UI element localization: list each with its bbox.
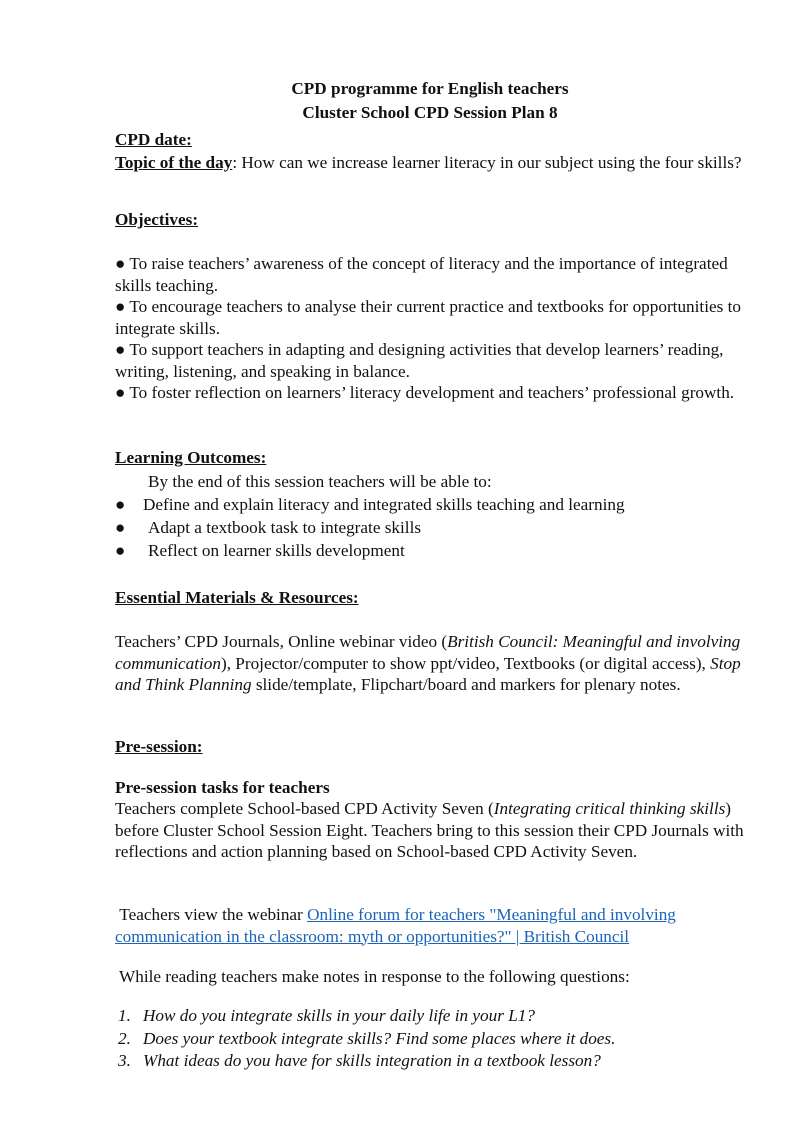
- title-line-2: Cluster School CPD Session Plan 8: [302, 103, 558, 122]
- pre-session-tasks-heading: Pre-session tasks for teachers: [115, 778, 330, 797]
- title-line-1: CPD programme for English teachers: [291, 79, 569, 98]
- learning-outcomes-heading: Learning Outcomes:: [115, 448, 267, 467]
- bullet-icon: ●: [115, 495, 126, 514]
- pre-session-heading: Pre-session:: [115, 737, 203, 756]
- cpd-date-label: CPD date:: [115, 130, 192, 149]
- materials-heading: Essential Materials & Resources:: [115, 588, 359, 607]
- objective-item: ● To foster reflection on learners’ literacy development and teachers’ professional growth.: [115, 383, 735, 402]
- webinar-paragraph: Teachers view the webinar Online forum for teachers "Meaningful and involving communication in the classroom: myth or opportunities?" | British Council: [115, 905, 676, 946]
- pre-session-tasks-paragraph: Teachers complete School-based CPD Activity Seven (Integrating critical thinking skills) before Cluster School Session Eight. Teachers bring to this session their CPD Journals with reflections and action planning based on School-based CPD Activity Seven.: [115, 799, 744, 861]
- topic-paragraph: [115, 152, 745, 174]
- objectives-list: [115, 253, 745, 404]
- learning-outcomes-intro: By the end of this session teachers will be able to:: [148, 472, 492, 491]
- question-item: 3. What ideas do you have for skills integration in a textbook lesson?: [118, 1051, 601, 1070]
- document-page: CPD programme for English teachers Cluster School CPD Session Plan 8 CPD date: Topic of the day: How can we increase learner literacy in our subject using the four skills? Objectives: ● To raise teachers’ awareness of the concept of literacy and the importance of integrated skills teaching. ● To encourage teachers to analyse their current practice and textbooks for opportunities to integrate skills. ● To support teachers in adapting and designing activities that develop learners’ reading, writing, listening, and speaking in balance. ● To foster reflection on learners’ literacy development and teachers’ professional growth. Learning Outcomes: By the end of this session teachers will be able to: ● Define and explain literacy and integrated skills teaching and learning ● Adapt a textbook task to integrate skills ● Reflect on learner skills development Essential Materials & Resources: Teachers’ CPD Journals, Online webinar video (British Council: Meaningful and involving communication), Projector/computer to show ppt/video, Textbooks (or digital access), Stop and Think Planning slide/template, Flipchart/board and markers for plenary notes. Pre-session: Pre-session tasks for teachers Teachers complete School-based CPD Activity Seven (Integrating critical thinking skills) before Cluster School Session Eight. Teachers bring to this session their CPD Journals with reflections and action planning based on School-based CPD Activity Seven. Teachers view the webinar Online forum for teachers "Meaningful and involving communication in the classroom: myth or opportunities?" | British Council While reading teachers make notes in response to the following questions: 1. How do you integrate skills in your daily life in your L1? 2. Does your textbook integrate skills? Find some places where it does. 3. What ideas do you have for skills integration in a textbook lesson?: [0, 0, 800, 1131]
- objective-item: ● To encourage teachers to analyse their current practice and textbooks for opportunities to integrate skills.: [115, 297, 741, 338]
- materials-paragraph: Teachers’ CPD Journals, Online webinar video (British Council: Meaningful and involving communication), Projector/computer to show ppt/video, Textbooks (or digital access), Stop and Think Planning slide/template, Flipchart/board and markers for plenary notes.: [115, 632, 741, 694]
- bullet-icon: ●: [115, 541, 126, 560]
- objective-item: ● To support teachers in adapting and designing activities that develop learners’ reading, writing, listening, and speaking in balance.: [115, 340, 724, 381]
- reading-intro: While reading teachers make notes in response to the following questions:: [119, 967, 630, 986]
- topic-label: Topic of the day: [115, 153, 233, 172]
- bullet-icon: ●: [115, 518, 126, 537]
- objective-item: ● To raise teachers’ awareness of the concept of literacy and the importance of integrated skills teaching.: [115, 254, 728, 295]
- topic-text: : How can we increase learner literacy in our subject using the four skills?: [232, 153, 742, 172]
- question-item: 2. Does your textbook integrate skills? Find some places where it does.: [118, 1029, 616, 1048]
- objectives-heading: Objectives:: [115, 210, 199, 229]
- webinar-link[interactable]: Online forum for teachers "Meaningful and involving communication in the classroom: myth or opportunities?" | British Council: [115, 905, 676, 946]
- question-item: 1. How do you integrate skills in your daily life in your L1?: [118, 1006, 535, 1025]
